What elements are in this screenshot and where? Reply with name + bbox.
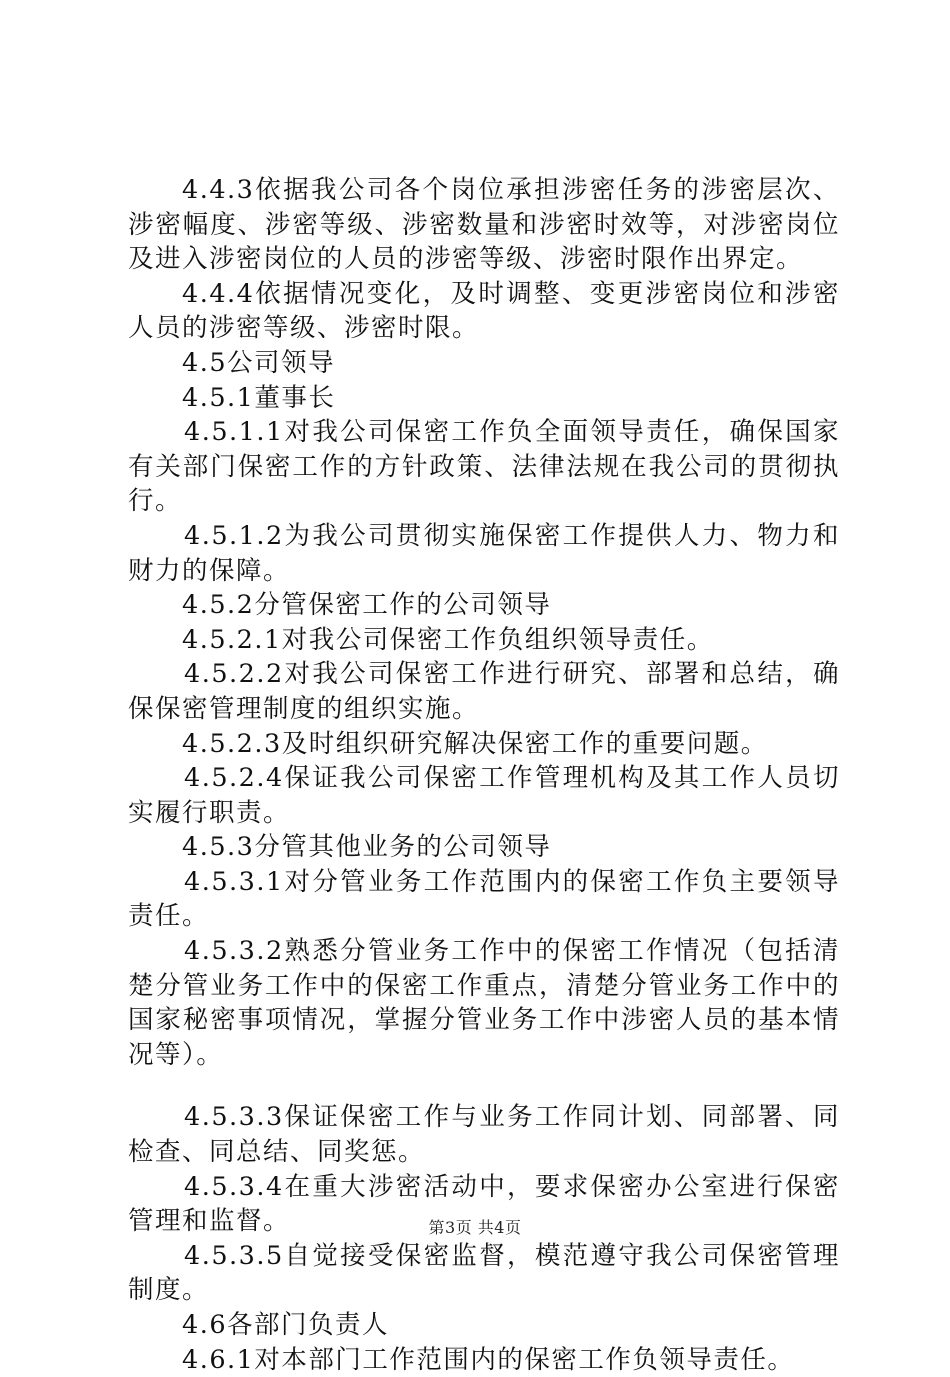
- paragraph-4-5-2-2: 4.5.2.2对我公司保密工作进行研究、部署和总结，确保保密管理制度的组织实施。: [128, 659, 840, 724]
- paragraph-4-5-3-4: 4.5.3.4在重大涉密活动中，要求保密办公室进行保密管理和监督。: [128, 1171, 840, 1237]
- paragraph-4-5-3-5: 4.5.3.5自觉接受保密监督，模范遵守我公司保密管理制度。: [128, 1240, 840, 1306]
- heading-4-5-2: 4.5.2分管保密工作的公司领导: [182, 590, 552, 621]
- document-body: [128, 173, 840, 1377]
- paragraph-4-5-2-3: 4.5.2.3及时组织研究解决保密工作的重要问题。: [182, 728, 768, 759]
- paragraph-4-4-3: 4.4.3依据我公司各个岗位承担涉密任务的涉密层次、涉密幅度、涉密等级、涉密数量和涉密时效等，对涉密岗位及进入涉密岗位的人员的涉密等级、涉密时限作出界定。: [128, 175, 840, 275]
- paragraph-4-5-2-4: 4.5.2.4保证我公司保密工作管理机构及其工作人员切实履行职责。: [128, 763, 840, 828]
- paragraph-4-5-1-1: 4.5.1.1对我公司保密工作负全面领导责任，确保国家有关部门保密工作的方针政策、法律法规在我公司的贯彻执行。: [128, 417, 840, 517]
- paragraph-4-5-1-2: 4.5.1.2为我公司贯彻实施保密工作提供人力、物力和财力的保障。: [128, 520, 840, 586]
- paragraph-4-5-3-3: 4.5.3.3保证保密工作与业务工作同计划、同部署、同检查、同总结、同奖惩。: [128, 1102, 840, 1168]
- paragraph-4-4-4: 4.4.4依据情况变化，及时调整、变更涉密岗位和涉密人员的涉密等级、涉密时限。: [128, 278, 840, 344]
- paragraph-4-5-3-2: 4.5.3.2熟悉分管业务工作中的保密工作情况（包括清楚分管业务工作中的保密工作重点，清楚分管业务工作中的国家秘密事项情况，掌握分管业务工作中涉密人员的基本情况等）。: [128, 936, 840, 1070]
- heading-4-5-1: 4.5.1董事长: [182, 382, 336, 413]
- paragraph-4-5-2-1: 4.5.2.1对我公司保密工作负组织领导责任。: [182, 624, 714, 655]
- heading-4-5: 4.5公司领导: [182, 347, 336, 378]
- page-footer: 第3页 共4页: [428, 1218, 522, 1237]
- heading-4-6: 4.6各部门负责人: [182, 1310, 390, 1340]
- heading-4-5-3: 4.5.3分管其他业务的公司领导: [182, 832, 552, 863]
- paragraph-4-5-3-1: 4.5.3.1对分管业务工作范围内的保密工作负主要领导责任。: [128, 866, 840, 932]
- paragraph-gap: [128, 1072, 840, 1100]
- paragraph-4-6-1: 4.6.1对本部门工作范围内的保密工作负领导责任。: [182, 1344, 795, 1375]
